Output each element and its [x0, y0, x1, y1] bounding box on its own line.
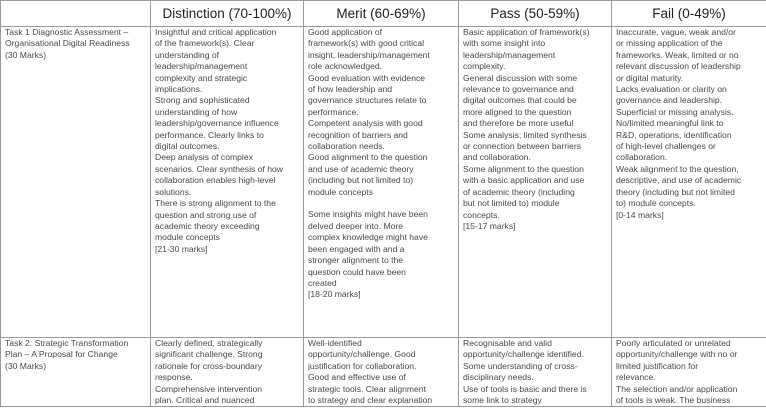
criteria-line: Good and effective use of [308, 372, 406, 383]
criteria-line: delved deeper into. More [308, 220, 404, 231]
criteria-cell-fail [612, 338, 766, 407]
criteria-line: [18-20 marks] [308, 289, 361, 300]
task-description-line: (30 Marks) [5, 49, 47, 60]
criteria-line: significant challenge. Strong [155, 349, 263, 360]
criteria-line: more aligned to the question [463, 106, 572, 117]
criteria-line: Poorly articulated or unrelated [616, 338, 731, 348]
criteria-line: governance structures relate to [308, 95, 427, 106]
task-description-line: (30 Marks) [5, 360, 47, 371]
criteria-line: of academic theory (including [463, 186, 575, 197]
task-description-cell [1, 338, 151, 407]
criteria-line: strategic tools. Clear alignment [308, 383, 426, 394]
criteria-line: Basic application of framework(s) [463, 27, 590, 37]
criteria-line: academic theory exceeding [155, 220, 260, 231]
criteria-cell-distinction [151, 338, 304, 407]
criteria-line: Strong and sophisticated [155, 95, 250, 106]
criteria-line: leadership/governance influence [155, 118, 279, 129]
criteria-line: There is strong alignment to the [155, 198, 276, 209]
criteria-line: Weak alignment to the question, [616, 163, 739, 174]
criteria-line: Some understanding of cross- [463, 360, 578, 371]
task-description-line: Organisational Digital Readiness [5, 38, 130, 49]
criteria-line: Some analysis; limited synthesis [463, 129, 587, 140]
criteria-line: or missing application of the [616, 38, 723, 49]
criteria-line: module concepts [308, 186, 373, 197]
criteria-line: insight, leadership/management [308, 49, 430, 60]
criteria-line: The selection and/or application [616, 383, 738, 394]
criteria-line: descriptive, and use of academic [616, 175, 742, 186]
header-fail: Fail (0-49%) [612, 1, 766, 27]
criteria-line: [15-17 marks] [463, 220, 516, 231]
criteria-line: scenarios. Clear synthesis of how [155, 163, 284, 174]
rubric-row-task-1 [1, 27, 766, 338]
criteria-line: Well-identified [308, 338, 362, 348]
rubric-row-task-2 [1, 338, 766, 407]
criteria-line: role acknowledged. [308, 61, 383, 72]
criteria-cell-distinction [151, 27, 304, 338]
criteria-line: relevant discussion of leadership [616, 61, 741, 72]
criteria-line: with a basic application and use [463, 175, 585, 186]
criteria-line: implications. [155, 84, 203, 95]
rubric-header-row [1, 1, 766, 27]
task-description-line: Plan – A Proposal for Change [5, 349, 118, 360]
criteria-cell-merit [304, 338, 459, 407]
criteria-line: Recognisable and valid [463, 338, 552, 348]
criteria-line: Use of tools is basic and there is [463, 383, 587, 394]
criteria-line: to strategy and clear explanation [308, 395, 433, 406]
criteria-cell-fail [612, 27, 766, 338]
criteria-line: and therefore be more useful [463, 118, 574, 129]
criteria-line: but not limited to) module [463, 198, 560, 209]
criteria-line: been engaged with and a [308, 243, 405, 254]
criteria-line: Competent analysis with good [308, 118, 423, 129]
criteria-line: R&D, operations, identification [616, 129, 732, 140]
criteria-line: performance. Clearly links to [155, 129, 264, 140]
criteria-line: opportunity/challenge with no or [616, 349, 738, 360]
criteria-line: complex knowledge might have [308, 232, 428, 243]
criteria-line: Superficial or missing analysis. [616, 106, 734, 117]
criteria-line: opportunity/challenge. Good [308, 349, 416, 360]
criteria-line: disciplinary needs. [463, 372, 534, 383]
criteria-line: understanding of how [155, 106, 238, 117]
criteria-line: understanding of [155, 49, 220, 60]
criteria-line: of high-level challenges or [616, 141, 716, 152]
criteria-cell-pass [459, 27, 612, 338]
criteria-line: frameworks. Weak, limited or no [616, 49, 739, 60]
criteria-line: collaboration enables high-level [155, 175, 276, 186]
criteria-cell-merit [304, 27, 459, 338]
criteria-line: complexity and strategic [155, 72, 248, 83]
header-corner-cell [1, 1, 151, 27]
criteria-line: stronger alignment to the [308, 255, 404, 266]
criteria-line: Good alignment to the question [308, 152, 428, 163]
criteria-line: solutions. [155, 186, 192, 197]
task-description-cell [1, 27, 151, 338]
criteria-cell-pass [459, 338, 612, 407]
criteria-line: some link to strategy [463, 395, 542, 406]
criteria-line: or digital maturity. [616, 72, 684, 83]
criteria-line: and use of academic theory [308, 163, 414, 174]
criteria-line: with some insight into [463, 38, 546, 49]
criteria-line: leadership/management [463, 49, 556, 60]
criteria-line: digital outcomes that could be [463, 95, 577, 106]
criteria-line: limited justification for [616, 360, 699, 371]
criteria-line: to) module concepts. [616, 198, 696, 209]
criteria-line: Clearly defined, strategically [155, 338, 263, 348]
criteria-line: recognition of barriers and [308, 129, 408, 140]
criteria-line: plan. Critical and nuanced [155, 395, 255, 406]
criteria-line: Lacks evaluation or clarity on [616, 84, 727, 95]
criteria-line: governance and leadership. [616, 95, 723, 106]
criteria-line: and collaboration. [463, 152, 531, 163]
criteria-line: justification for collaboration. [308, 360, 417, 371]
criteria-line: framework(s) with good critical [308, 38, 425, 49]
criteria-line: relevance to governance and [463, 84, 574, 95]
criteria-line: Comprehensive intervention [155, 383, 263, 394]
criteria-line: relevance. [616, 372, 656, 383]
criteria-line: concepts. [463, 209, 500, 220]
task-description-line: Task 1 Diagnostic Assessment – [5, 27, 129, 37]
criteria-line: Inaccurate, vague, weak and/or [616, 27, 736, 37]
criteria-line: of the framework(s). Clear [155, 38, 255, 49]
criteria-line: No/limited meaningful link to [616, 118, 724, 129]
criteria-line: collaboration. [616, 152, 668, 163]
header-distinction: Distinction (70-100%) [151, 1, 304, 27]
criteria-line: Good evaluation with evidence [308, 72, 426, 83]
criteria-line: response. [155, 372, 193, 383]
header-merit: Merit (60-69%) [304, 1, 459, 27]
criteria-line: or connection between barriers [463, 141, 581, 152]
criteria-line: [21-30 marks] [155, 243, 208, 254]
criteria-line: digital outcomes. [155, 141, 220, 152]
criteria-line: Some insights might have been [308, 209, 428, 220]
paragraph-gap [308, 198, 454, 209]
criteria-line: leadership/management [155, 61, 248, 72]
criteria-line: of how leadership and [308, 84, 393, 95]
criteria-line: question and strong use of [155, 209, 257, 220]
criteria-line: question could have been [308, 266, 406, 277]
criteria-line: collaboration needs. [308, 141, 385, 152]
criteria-line: Good application of [308, 27, 383, 37]
header-pass: Pass (50-59%) [459, 1, 612, 27]
task-description-line: Task 2: Strategic Transformation [5, 338, 129, 348]
criteria-line: Deep analysis of complex [155, 152, 253, 163]
criteria-line: General discussion with some [463, 72, 578, 83]
criteria-line: (including but not limited to) [308, 175, 414, 186]
criteria-line: rationale for cross-boundary [155, 360, 262, 371]
criteria-line: theory (including but not limited [616, 186, 735, 197]
criteria-line: complexity. [463, 61, 506, 72]
criteria-line: Insightful and critical application [155, 27, 277, 37]
criteria-line: performance. [308, 106, 359, 117]
criteria-line: created [308, 277, 337, 288]
criteria-line: [0-14 marks] [616, 209, 664, 220]
criteria-line: module concepts [155, 232, 220, 243]
criteria-line: Some alignment to the question [463, 163, 584, 174]
criteria-line: opportunity/challenge identified. [463, 349, 584, 360]
criteria-line: of tools is weak. The business [616, 395, 731, 406]
